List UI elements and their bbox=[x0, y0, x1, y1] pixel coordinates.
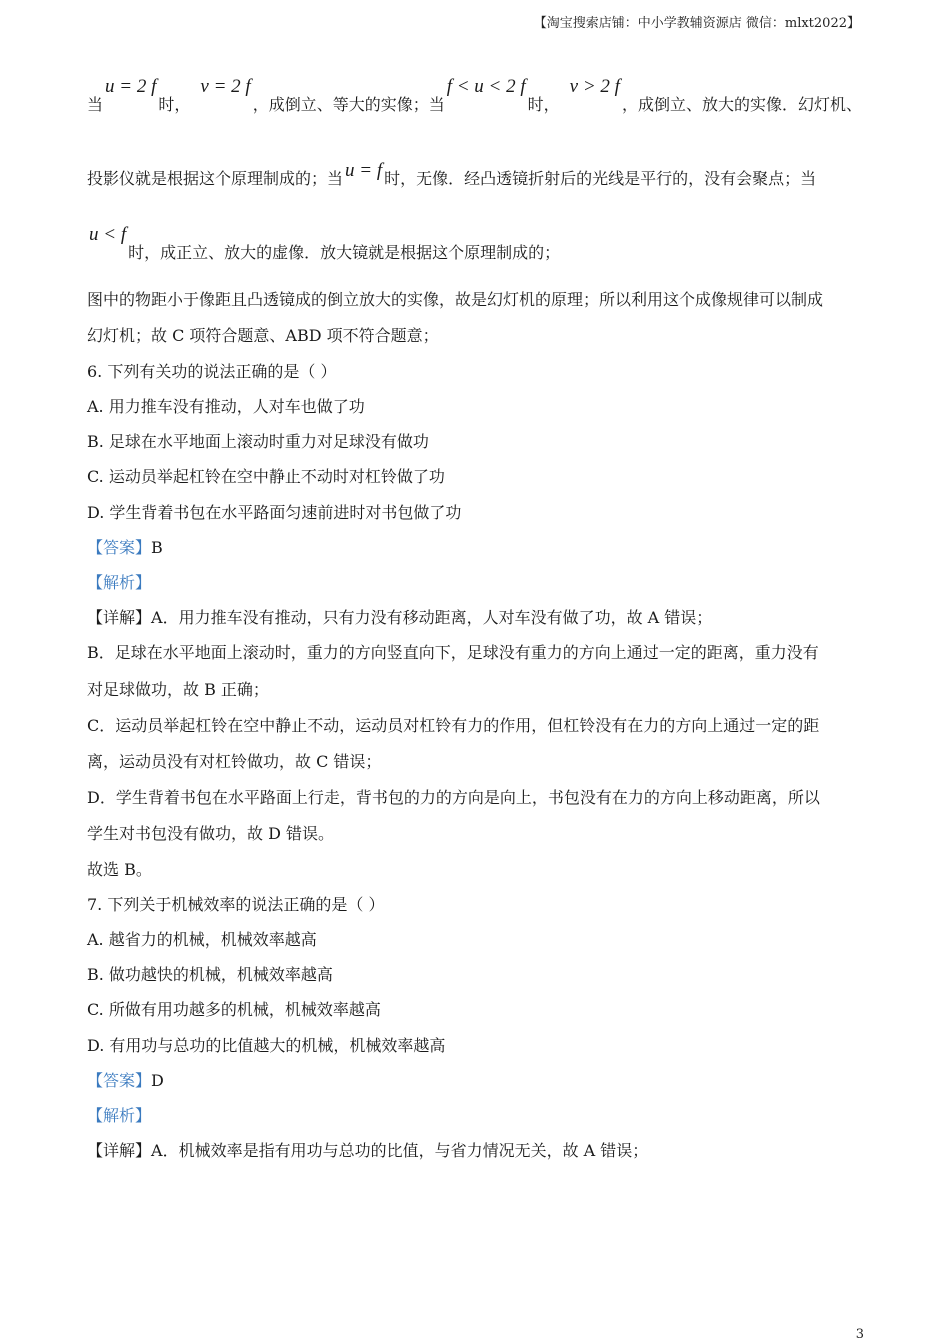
q6-analysis-label: 【解析】 bbox=[87, 573, 152, 592]
formula-u-lt-f: u < f bbox=[89, 224, 127, 245]
q6-option-b: B. 足球在水平地面上滚动时重力对足球没有做功 bbox=[87, 432, 429, 451]
q7-option-a: A. 越省力的机械，机械效率越高 bbox=[87, 930, 317, 949]
q7-stem: 7. 下列关于机械效率的说法正确的是（ ） bbox=[87, 895, 385, 914]
q6-detail-line-6: D．学生背着书包在水平路面上行走，背书包的力的方向是向上，书包没有在力的方向上移动距离，所以 bbox=[87, 788, 820, 807]
q6-detail-line-2: B．足球在水平地面上滚动时，重力的方向竖直向下，足球没有重力的方向上通过一定的距离，重力没有 bbox=[87, 643, 819, 662]
q6-detail-line-1: 【详解】A．用力推车没有推动，只有力没有移动距离，人对车没有做了功，故 A 错误； bbox=[87, 608, 713, 627]
q6-conclusion: 故选 B。 bbox=[87, 860, 152, 879]
q7-answer: 【答案】D bbox=[87, 1071, 164, 1090]
formula-f-u-2f: f < u < 2 f bbox=[446, 76, 526, 97]
q7-detail-line-1: 【详解】A．机械效率是指有用功与总功的比值，与省力情况无关，故 A 错误； bbox=[87, 1141, 649, 1160]
q6-option-a: A. 用力推车没有推动，人对车也做了功 bbox=[87, 397, 365, 416]
explanation-line-2: 投影仪就是根据这个原理制成的；当 u = f 时，无像．经凸透镜折射后的光线是平行的，没有会聚点；当 bbox=[87, 160, 817, 188]
q6-detail-line-3: 对足球做功，故 B 正确； bbox=[87, 680, 269, 699]
formula-u-f: u = f bbox=[345, 160, 383, 181]
page-number: 3 bbox=[855, 1327, 864, 1342]
q6-detail-line-7: 学生对书包没有做功，故 D 错误。 bbox=[87, 824, 335, 843]
formula-v-2f: v = 2 f bbox=[200, 76, 251, 97]
q7-option-b: B. 做功越快的机械，机械效率越高 bbox=[87, 965, 333, 984]
q7-option-c: C. 所做有用功越多的机械，机械效率越高 bbox=[87, 1000, 381, 1019]
formula-v-gt-2f: v > 2 f bbox=[569, 76, 620, 97]
q6-option-c: C. 运动员举起杠铃在空中静止不动时对杠铃做了功 bbox=[87, 467, 445, 486]
q6-detail-line-5: 离，运动员没有对杠铃做功，故 C 错误； bbox=[87, 752, 382, 771]
page-header: 【淘宝搜索店铺：中小学教辅资源店 微信：mlxt2022】 bbox=[533, 16, 860, 31]
q6-detail-line-4: C．运动员举起杠铃在空中静止不动，运动员对杠铃有力的作用，但杠铃没有在力的方向上通过一定的距 bbox=[87, 716, 820, 735]
q6-option-d: D. 学生背着书包在水平路面匀速前进时对书包做了功 bbox=[87, 503, 462, 522]
explanation-line-5: 幻灯机；故 C 项符合题意、ABD 项不符合题意； bbox=[87, 326, 439, 345]
q6-answer: 【答案】B bbox=[87, 538, 163, 557]
q7-analysis-label: 【解析】 bbox=[87, 1106, 152, 1125]
formula-u-2f: u = 2 f bbox=[105, 76, 157, 97]
explanation-line-1: 当u = 2 f时，v = 2 f，成倒立、等大的实像；当f < u < 2 f时，v > 2 f，成倒立、放大的实像．幻灯机、 bbox=[87, 76, 862, 114]
explanation-line-3: u < f时，成正立、放大的虚像．放大镜就是根据这个原理制成的； bbox=[89, 224, 561, 262]
explanation-line-4: 图中的物距小于像距且凸透镜成的倒立放大的实像，故是幻灯机的原理；所以利用这个成像规律可以制成 bbox=[87, 290, 824, 309]
q6-stem: 6. 下列有关功的说法正确的是（ ） bbox=[87, 362, 337, 381]
q7-option-d: D. 有用功与总功的比值越大的机械，机械效率越高 bbox=[87, 1036, 446, 1055]
